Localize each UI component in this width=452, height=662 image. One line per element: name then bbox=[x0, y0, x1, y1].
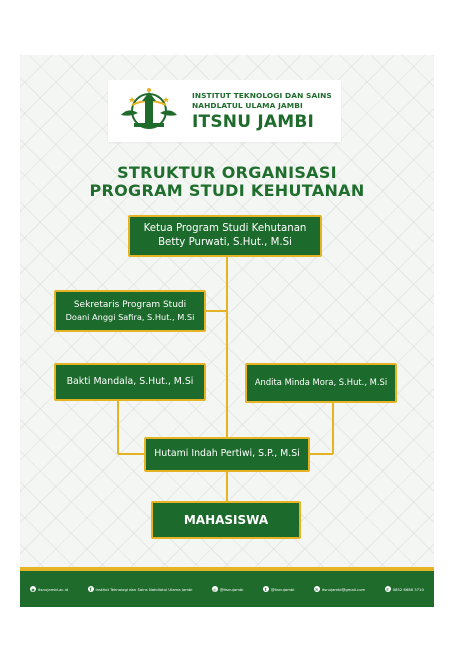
institution-line2: NAHDLATUL ULAMA JAMBI bbox=[192, 101, 303, 110]
footer-email bbox=[314, 586, 366, 592]
footer-facebook bbox=[88, 586, 193, 592]
footer-email-text: itsnujambi@gmail.com bbox=[321, 586, 366, 592]
node-bakti-mandala bbox=[54, 363, 206, 401]
whatsapp-icon: ✆ bbox=[385, 586, 390, 592]
hutami-name: Hutami Indah Pertiwi, S.P., M.Si bbox=[154, 448, 300, 460]
globe-icon: ◉ bbox=[31, 586, 35, 592]
andita-name: Andita Minda Mora, S.Hut., M.Si bbox=[254, 377, 388, 388]
instagram-icon: ◎ bbox=[212, 586, 217, 592]
node-hutami-indah-pertiwi bbox=[144, 437, 310, 472]
mail-icon: ✉ bbox=[315, 586, 319, 592]
facebook-icon: f bbox=[88, 586, 94, 592]
poster bbox=[20, 55, 434, 607]
footer-twitter-text: @itsnujambi bbox=[270, 586, 295, 592]
footer-instagram-text: @itsnujambi bbox=[219, 586, 244, 592]
node-andita-minda-mora bbox=[245, 363, 397, 403]
sekretaris-name: Doani Anggi Safira, S.Hut., M.Si bbox=[65, 311, 195, 322]
footer-phone bbox=[385, 586, 424, 592]
node-mahasiswa bbox=[151, 501, 301, 539]
chart-title-line1: STRUKTUR ORGANISASI bbox=[117, 163, 337, 182]
footer-contact-bar bbox=[20, 567, 434, 607]
footer-phone-text: 0852 6686 3710 bbox=[392, 586, 424, 592]
footer-web bbox=[30, 586, 68, 592]
node-sekretaris-prodi bbox=[54, 290, 206, 332]
ketua-name: Betty Purwati, S.Hut., M.Si bbox=[158, 237, 292, 248]
mahasiswa-label: MAHASISWA bbox=[183, 512, 269, 527]
sekretaris-role: Sekretaris Program Studi bbox=[73, 300, 187, 311]
node-ketua-prodi bbox=[128, 215, 322, 257]
ketua-role: Ketua Program Studi Kehutanan bbox=[143, 223, 307, 235]
footer-twitter bbox=[263, 586, 295, 592]
chart-title-line2: PROGRAM STUDI KEHUTANAN bbox=[89, 181, 365, 200]
footer-instagram bbox=[212, 586, 244, 592]
bakti-name: Bakti Mandala, S.Hut., M.Si bbox=[66, 375, 194, 387]
twitter-icon: t bbox=[263, 586, 269, 592]
institution-line1: INSTITUT TEKNOLOGI DAN SAINS bbox=[192, 91, 332, 100]
footer-facebook-text: Institut Teknologi dan Sains Nahdlatul Ulama Jambi bbox=[95, 586, 193, 592]
brand-name: ITSNU JAMBI bbox=[192, 112, 314, 132]
footer-web-text: itsnujambi.ac.id bbox=[38, 586, 69, 592]
